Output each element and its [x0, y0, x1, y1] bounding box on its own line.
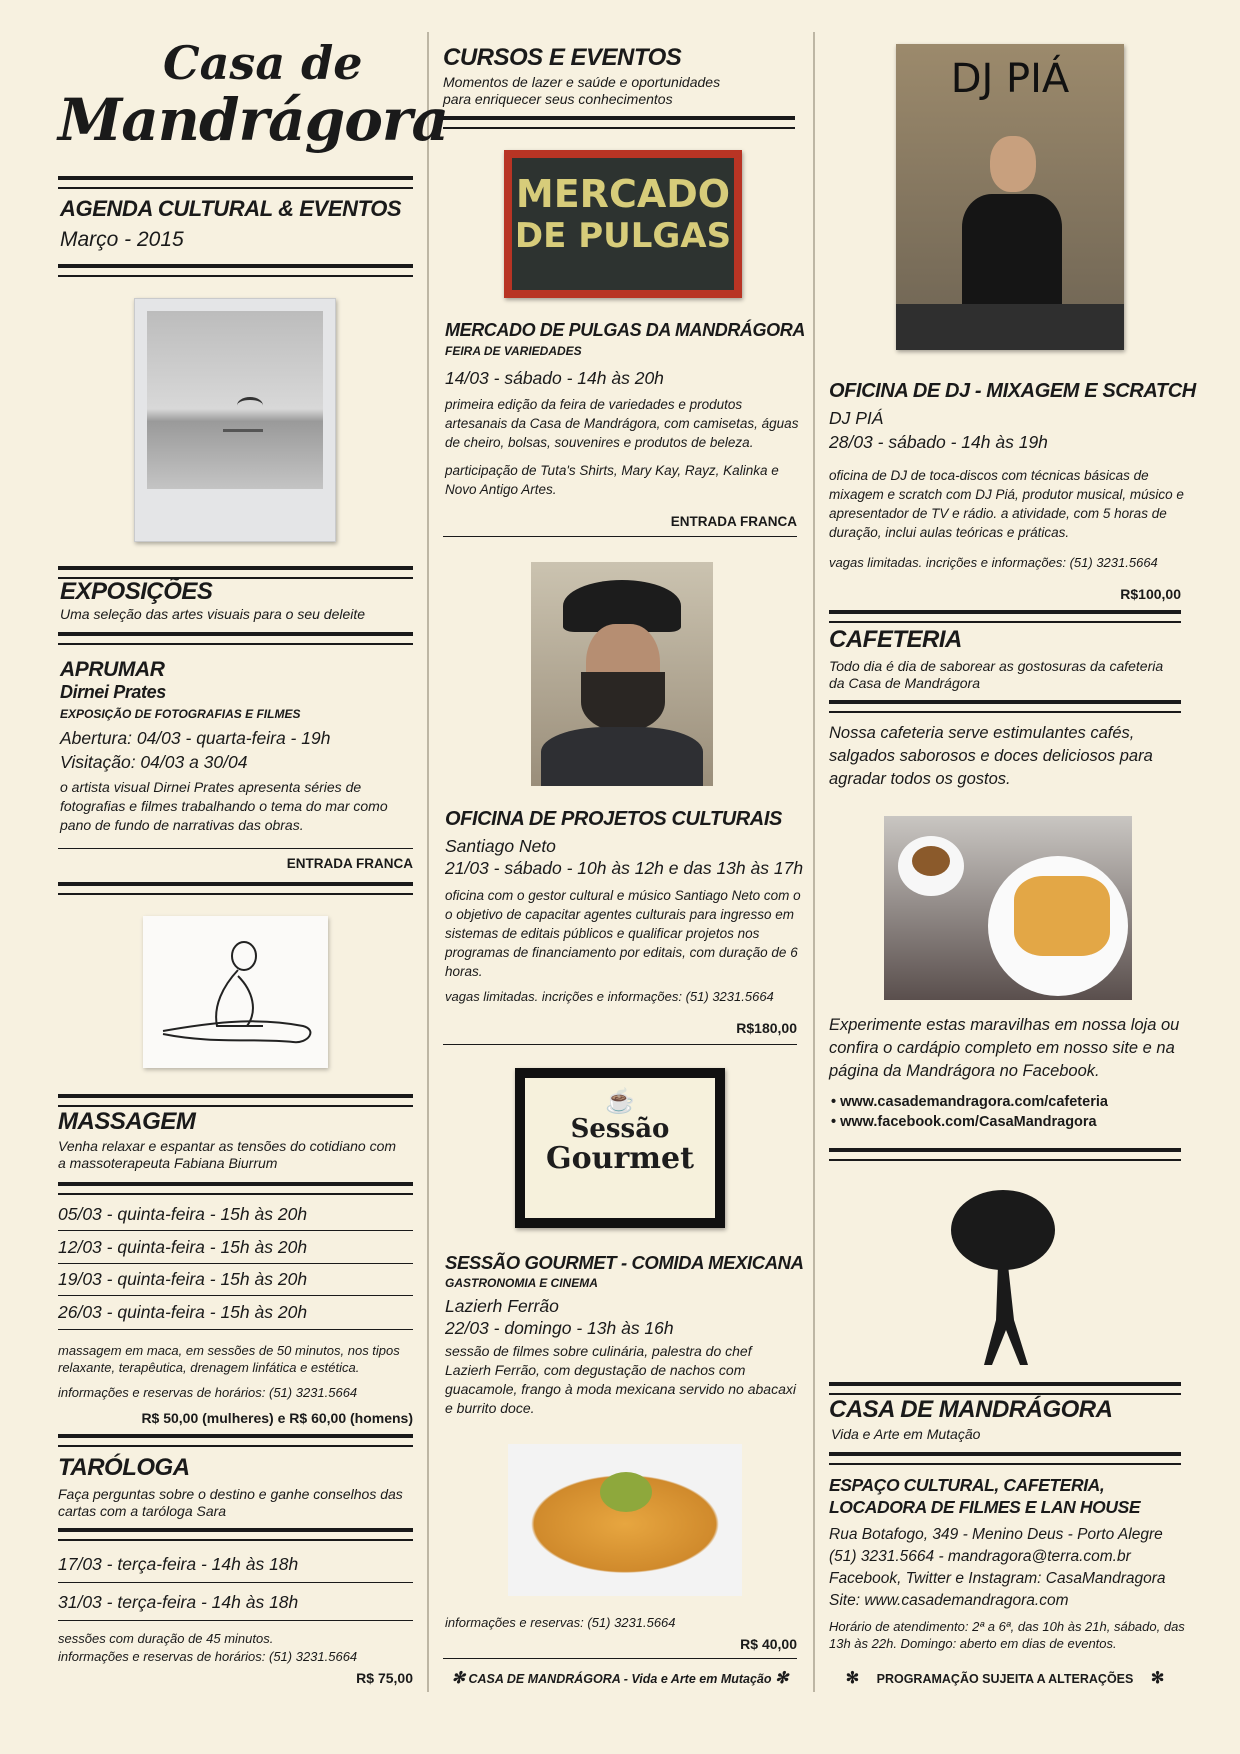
event-info: vagas limitadas. incrições e informações: (51) 3231.5664: [829, 555, 1158, 570]
divider: [829, 610, 1181, 623]
divider: [58, 1230, 413, 1231]
tarot-price: R$ 75,00: [356, 1670, 413, 1686]
event-info: vagas limitadas. incrições e informações: (51) 3231.5664: [445, 989, 774, 1004]
casa-address: Rua Botafogo, 349 - Menino Deus - Porto Alegre: [829, 1526, 1163, 1543]
event-price: R$180,00: [736, 1020, 797, 1036]
divider: [829, 700, 1181, 713]
divider: [829, 1452, 1181, 1465]
flea-market-sign: [504, 150, 742, 298]
section-subtitle: Uma seleção das artes visuais para o seu deleite: [60, 606, 366, 622]
massage-date: 19/03 - quinta-feira - 15h às 20h: [58, 1269, 308, 1289]
casa-site: Site: www.casademandragora.com: [829, 1592, 1069, 1609]
santiago-photo: [531, 562, 713, 786]
agenda-title: AGENDA CULTURAL & EVENTOS: [60, 196, 402, 221]
palm-icon: ✻: [1150, 1670, 1165, 1687]
section-subtitle: Momentos de lazer e saúde e oportunidades para enriquecer seus conhecimentos: [443, 74, 721, 107]
divider: [443, 536, 797, 537]
divider: [58, 176, 413, 189]
divider: [58, 1182, 413, 1195]
event-category: FEIRA DE VARIEDADES: [445, 344, 582, 358]
cafeteria-cta: Experimente estas maravilhas em nossa loja ou confira o cardápio completo em nosso site e na página da Mandrágora no Facebook.: [829, 1016, 1180, 1080]
divider: [58, 1263, 413, 1264]
massage-date: 05/03 - quinta-feira - 15h às 20h: [58, 1204, 308, 1224]
event-price: R$100,00: [1120, 586, 1181, 602]
dj-poster: [896, 44, 1124, 350]
palm-icon: ✻: [451, 1670, 465, 1687]
palm-icon: ✻: [775, 1670, 789, 1687]
divider: [58, 1094, 413, 1107]
cup-icon: ☕: [605, 1086, 635, 1115]
coffee-photo: [884, 816, 1132, 1000]
event-date: 21/03 - sábado - 10h às 12h e das 13h às 17h: [445, 858, 804, 878]
event-visit: Visitação: 04/03 a 30/04: [60, 752, 248, 772]
event-person: Santiago Neto: [445, 836, 556, 856]
footer-text: PROGRAMAÇÃO SUJEITA A ALTERAÇÕES: [876, 1672, 1134, 1686]
poster-title: DJ PIÁ: [950, 56, 1070, 102]
event-name: OFICINA DE DJ - MIXAGEM E SCRATCH: [829, 380, 1196, 402]
logo-line2: Mandrágora: [58, 86, 449, 154]
divider: [58, 1582, 413, 1583]
divider: [58, 848, 413, 849]
tarot-info: informações e reservas de horários: (51) 3231.5664: [58, 1649, 358, 1664]
event-name: OFICINA DE PROJETOS CULTURAIS: [445, 808, 782, 830]
divider: [443, 1044, 797, 1045]
logo-line1: Casa de: [163, 36, 363, 90]
massage-info: informações e reservas de horários: (51) 3231.5664: [58, 1385, 358, 1400]
section-title-casa: CASA DE MANDRÁGORA: [829, 1396, 1113, 1423]
event-description: oficina com o gestor cultural e músico Santiago Neto com o o objetivo de capacitar agentes culturais para ingresso em sistemas de editais públicos e qualificar projetos nos programas de financiamento por editais, com duração de 6 horas.: [445, 888, 801, 979]
footer-center: [443, 1668, 797, 1688]
casa-contact: (51) 3231.5664 - mandragora@terra.com.br: [829, 1548, 1131, 1565]
tarot-description: sessões com duração de 45 minutos.: [58, 1631, 274, 1646]
divider: [443, 1658, 797, 1659]
palm-icon: ✻: [845, 1670, 860, 1687]
event-person: DJ PIÁ: [829, 408, 884, 428]
logo: [58, 30, 449, 160]
cafeteria-intro: Nossa cafeteria serve estimulantes cafés, salgados saborosos e doces deliciosos para agradar todos os gostos.: [829, 724, 1153, 788]
event-category: GASTRONOMIA E CINEMA: [445, 1276, 598, 1290]
event-date: 22/03 - domingo - 13h às 16h: [445, 1318, 674, 1338]
section-subtitle: Todo dia é dia de saborear as gostosuras da cafeteria da Casa de Mandrágora: [829, 658, 1164, 691]
massage-date: 12/03 - quinta-feira - 15h às 20h: [58, 1237, 308, 1257]
divider: [829, 1382, 1181, 1395]
section-title-massagem: MASSAGEM: [58, 1108, 196, 1135]
event-description: sessão de filmes sobre culinária, palestra do chef Lazierh Ferrão, com degustação de nachos com guacamole, frango à moda mexicana servido no abacaxi e burrito doce.: [445, 1343, 796, 1416]
section-title-cursos: CURSOS E EVENTOS: [443, 44, 682, 71]
gourmet-sign: [515, 1068, 725, 1228]
event-date: 28/03 - sábado - 14h às 19h: [829, 432, 1048, 452]
agenda-month: Março - 2015: [60, 228, 184, 251]
divider: [58, 1528, 413, 1541]
tarot-date: 31/03 - terça-feira - 14h às 18h: [58, 1592, 299, 1612]
divider: [58, 1434, 413, 1447]
massage-description: massagem em maca, em sessões de 50 minutos, nos tipos relaxante, terapêutica, drenagem linfática e estética.: [58, 1343, 400, 1375]
event-price: R$ 40,00: [740, 1636, 797, 1652]
event-name: APRUMAR: [60, 658, 165, 681]
massage-date: 26/03 - quinta-feira - 15h às 20h: [58, 1302, 308, 1322]
section-subtitle: Faça perguntas sobre o destino e ganhe conselhos das cartas com a taróloga Sara: [58, 1486, 403, 1519]
divider: [58, 1295, 413, 1296]
casa-hours: Horário de atendimento: 2ª a 6ª, das 10h às 21h, sábado, das 13h às 22h. Domingo: aberto em dias de eventos.: [829, 1619, 1185, 1651]
event-category: EXPOSIÇÃO DE FOTOGRAFIAS E FILMES: [60, 707, 301, 721]
divider: [443, 116, 795, 129]
divider: [58, 882, 413, 895]
event-description: oficina de DJ de toca-discos com técnicas básicas de mixagem e scratch com DJ Piá, produtor musical, músico e apresentador de TV e rádio. a atividade, com 5 horas de duração, inclui aulas teóricas e práticas.: [829, 468, 1184, 540]
massage-illustration: [143, 916, 328, 1068]
divider: [58, 264, 413, 277]
sign-line1: MERCADO: [515, 172, 731, 216]
section-subtitle: Vida e Arte em Mutação: [831, 1426, 981, 1442]
massage-price: R$ 50,00 (mulheres) e R$ 60,00 (homens): [141, 1410, 413, 1426]
sign-line1: Sessão: [570, 1114, 670, 1144]
sign-line2: Gourmet: [546, 1141, 694, 1176]
event-date: 14/03 - sábado - 14h às 20h: [445, 368, 664, 388]
sign-line2: DE PULGAS: [514, 216, 732, 256]
event-person: Lazierh Ferrão: [445, 1296, 559, 1316]
event-partners: participação de Tuta's Shirts, Mary Kay, Rayz, Kalinka e Novo Antigo Artes.: [445, 463, 779, 497]
section-title-cafeteria: CAFETERIA: [829, 626, 962, 653]
footer-text: CASA DE MANDRÁGORA - Vida e Arte em Mutação: [468, 1672, 772, 1686]
section-subtitle: Venha relaxar e espantar as tensões do cotidiano com a massoterapeuta Fabiana Biurrum: [58, 1138, 397, 1171]
footer-right: [829, 1668, 1181, 1688]
tarot-date: 17/03 - terça-feira - 14h às 18h: [58, 1554, 299, 1574]
event-description: o artista visual Dirnei Prates apresenta séries de fotografias e filmes trabalhando o tema do mar como pano de fundo de narrativas das obras.: [60, 779, 388, 833]
section-title-exposicoes: EXPOSIÇÕES: [60, 578, 213, 605]
casa-social: Facebook, Twitter e Instagram: CasaMandragora: [829, 1570, 1166, 1587]
event-opening: Abertura: 04/03 - quarta-feira - 19h: [60, 728, 331, 748]
mandrake-illustration: [928, 1170, 1078, 1370]
polaroid-photo: [134, 298, 336, 542]
divider: [829, 1148, 1181, 1161]
link-cafeteria[interactable]: • www.casademandragora.com/cafeteria: [831, 1094, 1108, 1110]
entry-label: ENTRADA FRANCA: [670, 514, 797, 529]
casa-tagline: ESPAÇO CULTURAL, CAFETERIA, LOCADORA DE FILMES E LAN HOUSE: [829, 1475, 1141, 1517]
section-title-tarologa: TARÓLOGA: [58, 1454, 190, 1481]
event-description: primeira edição da feira de variedades e produtos artesanais da Casa de Mandrágora, com camisetas, águas de cheiro, bolsas, souvenires e produtos de beleza.: [445, 397, 799, 450]
event-name: MERCADO DE PULGAS DA MANDRÁGORA: [445, 320, 805, 340]
event-info: informações e reservas: (51) 3231.5664: [445, 1615, 676, 1630]
divider: [58, 1620, 413, 1621]
link-facebook[interactable]: • www.facebook.com/CasaMandragora: [831, 1114, 1097, 1130]
event-name: SESSÃO GOURMET - COMIDA MEXICANA: [445, 1252, 804, 1273]
nachos-photo: [508, 1444, 742, 1596]
event-artist: Dirnei Prates: [60, 682, 166, 702]
entry-label: ENTRADA FRANCA: [286, 856, 413, 871]
divider: [58, 1329, 413, 1330]
divider: [58, 632, 413, 645]
